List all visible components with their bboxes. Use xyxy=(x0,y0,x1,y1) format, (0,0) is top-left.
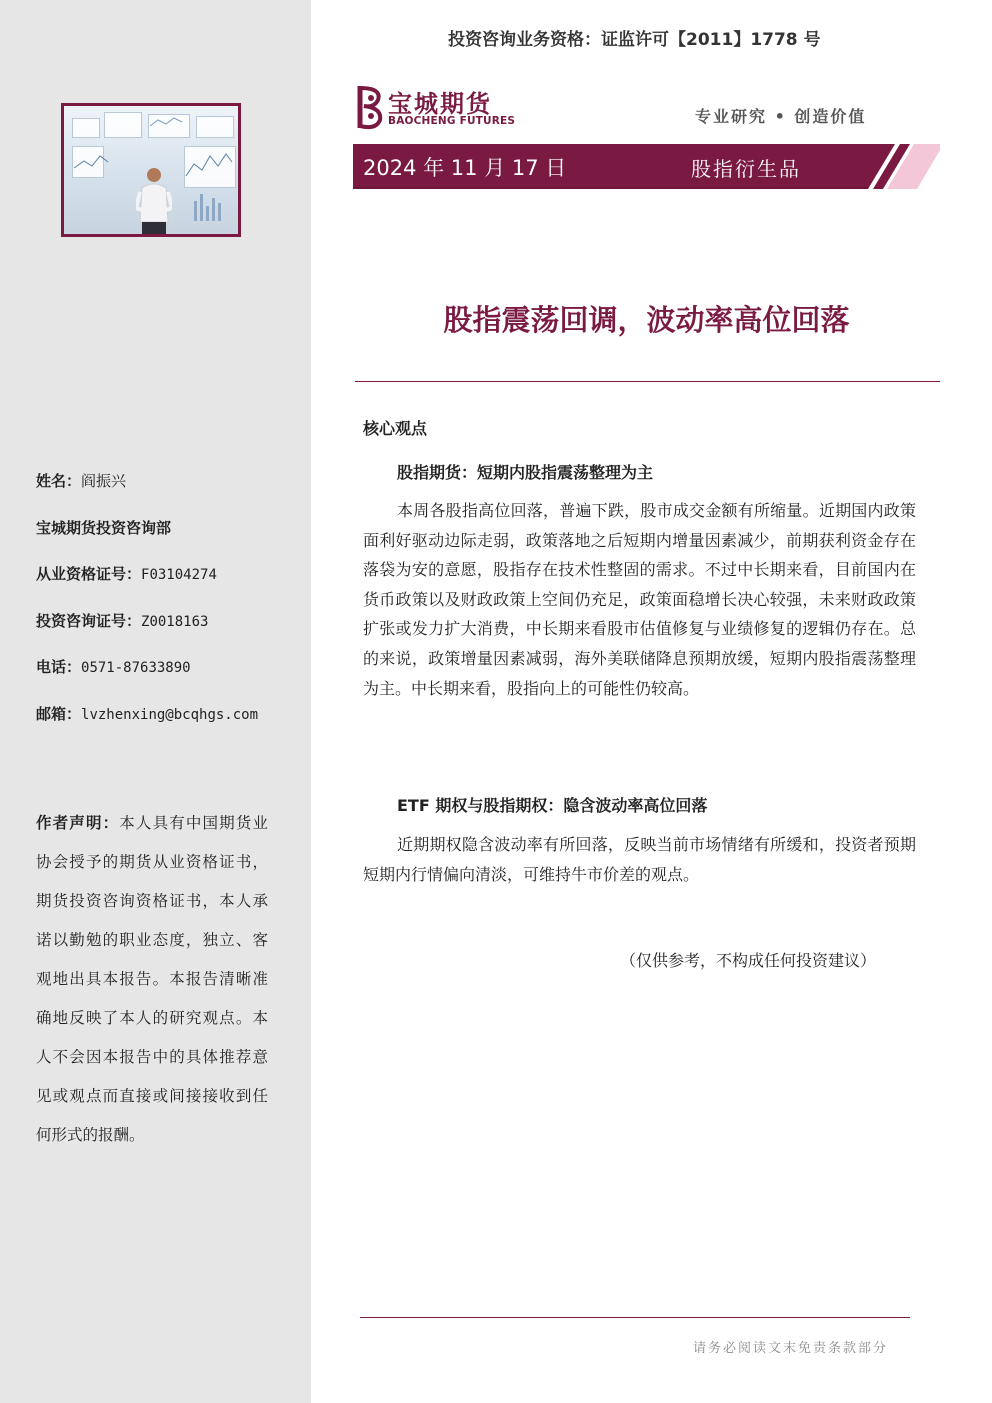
hero-image xyxy=(61,103,241,237)
invest-cert-label: 投资咨询证号： xyxy=(36,611,142,630)
section2-body: 近期期权隐含波动率有所回落，反映当前市场情绪有所缓和，投资者预期短期内行情偏向清淡，可维持牛市价差的观点。 xyxy=(363,835,916,884)
name-value: 阎振兴 xyxy=(81,472,127,490)
footer-note: 请务必阅读文末免责条款部分 xyxy=(693,1341,889,1356)
department: 宝城期货投资咨询部 xyxy=(36,518,172,537)
section1-heading: 股指期货：短期内股指震荡整理为主 xyxy=(397,463,654,482)
title-divider xyxy=(355,381,940,382)
phone-value: 0571-87633890 xyxy=(81,660,191,676)
phone-label: 电话： xyxy=(36,658,82,676)
slogan: 专业研究 • 创造价值 xyxy=(695,107,867,126)
disclaimer-note: （仅供参考，不构成任何投资建议） xyxy=(620,951,877,970)
qualification-label: 从业资格证号： xyxy=(36,565,142,583)
logo-chinese: 宝城期货 xyxy=(388,89,492,118)
footer-divider xyxy=(360,1317,910,1318)
sidebar xyxy=(0,0,311,1403)
report-category: 股指衍生品 xyxy=(691,157,801,181)
email-row xyxy=(36,705,286,752)
email-value[interactable]: lvzhenxing@bcqhgs.com xyxy=(81,706,259,723)
qualification-value: F03104274 xyxy=(141,567,217,583)
email-label: 邮箱： xyxy=(36,704,82,723)
report-date: 2024 年 11 月 17 日 xyxy=(363,156,567,180)
baocheng-logo-icon xyxy=(356,84,386,130)
businessman-icon xyxy=(136,166,172,236)
department-row xyxy=(36,519,286,566)
core-view-label: 核心观点 xyxy=(363,419,428,438)
logo-english: BAOCHENG FUTURES xyxy=(388,115,516,127)
name-label: 姓名： xyxy=(36,472,82,490)
section2-heading: ETF 期权与股指期权：隐含波动率高位回落 xyxy=(397,796,708,815)
phone-row xyxy=(36,658,286,705)
statement-label: 作者声明： xyxy=(36,814,120,832)
section1-body: 本周各股指高位回落，普遍下跌，股市成交金额有所缩量。近期国内政策面利好驱动边际走弱，政策落地之后短期内增量因素减少，前期获利资金存在落袋为安的意愿，股指存在技术性整固的需求。不过中长期来看，目前国内在货币政策以及财政政策上空间仍充足，政策面稳增长决心较强，未来财政政策扩张或发力扩大消费，中长期来看股市估值修复与业绩修复的逻辑仍存在。总的来说，政策增量因素减弱，海外美联储降息预期放缓，短期内股指震荡整理为主。中长期来看，股指向上的可能性仍较高。 xyxy=(363,501,916,698)
date-banner xyxy=(353,144,940,189)
license-text: 投资咨询业务资格：证监许可【2011】1778 号 xyxy=(448,30,821,50)
author-statement xyxy=(36,804,268,1155)
qualification-row xyxy=(36,565,286,612)
report-title: 股指震荡回调，波动率高位回落 xyxy=(443,303,850,337)
company-logo xyxy=(356,84,526,130)
statement-body: 本人具有中国期货业协会授予的期货从业资格证书，期货投资咨询资格证书，本人承诺以勤勉的职业态度，独立、客观地出具本报告。本报告清晰准确地反映了本人的研究观点。本人不会因本报告中的具体推荐意见或观点而直接或间接接收到任何形式的报酬。 xyxy=(36,814,268,1144)
author-name-row xyxy=(36,472,286,519)
author-info xyxy=(36,472,286,751)
invest-cert-row xyxy=(36,612,286,659)
invest-cert-value: Z0018163 xyxy=(141,613,209,630)
